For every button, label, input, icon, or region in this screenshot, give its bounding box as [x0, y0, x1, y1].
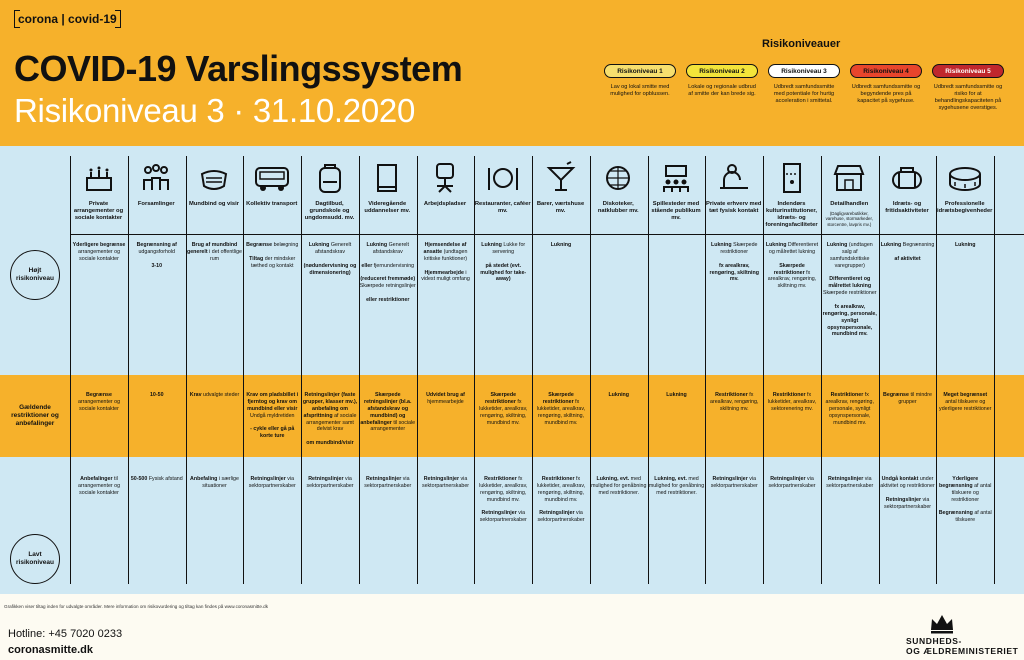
website-link[interactable]: coronasmitte.dk: [8, 644, 93, 656]
cell-text: under aktivitet og restriktioner: [880, 476, 935, 489]
cell-text: Restriktioner: [484, 476, 517, 482]
office-chair-icon: [425, 160, 465, 198]
cell-text: Lukning: [765, 242, 787, 248]
cell-current: [129, 392, 185, 399]
cell-text: Lukning: [366, 242, 388, 248]
cell-text: fx lukketider, arealkrav, rengøring, skiltning, mundbind mv.: [536, 476, 586, 503]
cell-low: [880, 476, 936, 517]
cell-text: Begrænsning: [938, 510, 973, 517]
cell-text: Lukning: [880, 242, 902, 248]
column-separator: [186, 156, 187, 584]
shop-icon: [829, 160, 869, 198]
cell-high: [129, 242, 185, 270]
cell-current: [937, 392, 993, 420]
cell-high: [706, 242, 762, 283]
cell-text: af antal tilskuere og restriktioner: [951, 482, 992, 503]
column-header: [590, 160, 647, 215]
column-label: Diskoteker, natklubber mv.: [597, 201, 639, 214]
cell-high: [822, 242, 878, 338]
cell-text: fx arealkrav, rengøring, skiltning mv.: [709, 262, 759, 283]
column-header: [359, 160, 416, 215]
current-restrictions-label: Gældende restriktioner og anbefalinger: [11, 404, 59, 428]
column-label: Kollektiv transport: [246, 201, 298, 207]
column-header: [763, 160, 820, 229]
cell-text: Differentieret og målrettet lukning: [828, 276, 872, 290]
restriction-matrix: [0, 146, 1024, 594]
cell-current: [418, 392, 474, 413]
cell-text: i videst muligt omfang: [421, 269, 470, 283]
legend-pill: Risikoniveau 3: [768, 64, 840, 78]
cell-current: [244, 392, 300, 440]
column-header: [821, 160, 878, 227]
cell-text: eller: [361, 262, 373, 269]
legend-level-5: [932, 64, 1004, 112]
column-label: Private arrangementer og sociale kontakter: [73, 201, 124, 221]
cell-high: [418, 242, 474, 290]
column-header: [128, 160, 185, 208]
column-separator: [994, 156, 995, 584]
book-icon: [367, 160, 407, 198]
cell-text: Anbefalinger: [80, 476, 113, 482]
column-header: [186, 160, 243, 208]
cell-text: Restriktioner: [541, 476, 575, 482]
cell-text: (nødundervisning og dimensionering): [303, 262, 357, 276]
column-header: [879, 160, 936, 215]
high-risk-label: Højt risikoniveau: [10, 250, 60, 300]
cell-text: af sociale arrangementer samt delvist krav: [306, 412, 357, 433]
cell-text: Retningslinjer: [481, 510, 517, 517]
cell-text: Retningslinjer: [827, 476, 864, 482]
cell-text: (undtagen salg af samfundskritiske varegrupper): [830, 242, 873, 269]
cell-text: Begrænse: [883, 392, 909, 398]
cell-text: til arrangementer og sociale kontakter: [77, 476, 121, 496]
cell-text: fx lukketider, arealkrav, rengøring, skiltning, mundbind mv.: [479, 476, 528, 503]
column-separator: [359, 156, 360, 584]
cell-low: [187, 476, 243, 497]
cell-text: Retningslinjer: [712, 476, 748, 482]
cell-text: Skærpede restriktioner: [822, 290, 877, 297]
cell-text: der mindsker tæthed og kontakt: [251, 255, 296, 269]
column-header: [936, 160, 993, 215]
legend-pill: Risikoniveau 2: [686, 64, 758, 78]
sports-bag-icon: [887, 160, 927, 198]
cell-text: via sektorpartnerskaber: [537, 510, 585, 524]
legend-title: Risikoniveauer: [762, 38, 841, 50]
column-separator: [879, 156, 880, 584]
cell-low: [244, 476, 300, 497]
cell-current: [822, 392, 878, 433]
people-group-icon: [136, 160, 176, 198]
cell-text: Yderligere begrænsning: [939, 476, 979, 489]
cell-text: arrangementer og sociale kontakter: [77, 248, 121, 262]
legend-description: Lokale og regionale udbrud af smitte der kan brede sig.: [688, 84, 756, 97]
cell-low: [764, 476, 820, 497]
legend-pill: Risikoniveau 1: [604, 64, 676, 78]
cell-text: af aktivitet: [894, 255, 921, 262]
stadium-icon: [945, 160, 985, 198]
cell-high: [244, 242, 300, 276]
legend-level-2: [686, 64, 758, 98]
cell-text: Lukning: [666, 392, 687, 398]
cell-low: [533, 476, 589, 531]
cell-text: fx arealkrav, rengøring, skiltning mv.: [710, 392, 759, 412]
cell-current: [360, 392, 416, 440]
cell-text: af antal tilskuere: [955, 510, 992, 524]
cell-text: fx arealkrav, rengøring, personale, synligt opsynspersonale, mundbind mv.: [822, 303, 877, 338]
cell-current: [880, 392, 936, 413]
party-cake-icon: [79, 160, 119, 198]
cell-high: [475, 242, 531, 283]
legend-description: Udbredt samfundssmitte og risiko for at behandlingskapaciteten på sygehusene overstiges.: [933, 84, 1003, 111]
cell-high: [880, 242, 936, 263]
cell-text: Begrænsning: [902, 242, 935, 248]
column-header: [301, 160, 358, 222]
legend-description: Lav og lokal smitte med mulighed for opblussen.: [610, 84, 670, 97]
cell-high: [764, 242, 820, 297]
cell-text: i det offentlige rum: [209, 248, 242, 262]
cell-text: antal tilskuere og yderligere restriktioner: [939, 398, 992, 412]
column-separator: [417, 156, 418, 584]
column-label: Barer, værtshuse mv.: [536, 201, 585, 214]
cell-text: fx lukketider, arealkrav, sektorenering mv.: [767, 392, 817, 412]
crown-icon: [928, 612, 956, 634]
column-header: [243, 160, 300, 208]
cell-low: [591, 476, 647, 504]
cell-text: Differentieret og målrettet lukning: [768, 242, 819, 255]
cell-text: fx lukketider, arealkrav, rengøring, skiltning, mundbind mv.: [479, 398, 528, 426]
cell-text: Begrænse: [246, 242, 273, 248]
cell-text: fx arealkrav, rengøring, personale, synligt opsynspersonale, mundbind mv.: [825, 392, 874, 426]
cell-low: [475, 476, 531, 531]
cell-current: [475, 392, 531, 433]
cell-text: Lukning: [710, 242, 732, 248]
cell-text: via sektorpartnerskaber: [826, 476, 874, 489]
cell-text: via sektorpartnerskaber: [710, 476, 758, 489]
cell-text: Restriktioner: [772, 392, 806, 398]
cell-low: [706, 476, 762, 497]
cell-text: Begrænse: [86, 392, 112, 398]
cell-current: [591, 392, 647, 399]
legend-level-1: [604, 64, 676, 98]
face-mask-icon: [194, 160, 234, 198]
cell-low: [937, 476, 993, 531]
cell-text: Lukning: [481, 242, 502, 248]
cell-high: [187, 242, 243, 270]
column-label: Spillesteder med stående publikum mv.: [651, 201, 701, 221]
cell-text: Generelt afstandskrav: [314, 242, 352, 255]
cell-text: Skærpede restriktioner: [542, 392, 574, 405]
column-label: Detailhandlen: [830, 201, 869, 207]
cell-text: Skærpede restriktioner: [484, 392, 517, 405]
cell-text: Lukning, evt.: [654, 476, 687, 482]
backpack-icon: [310, 160, 350, 198]
page-title: COVID-19 Varslingssystem: [14, 48, 463, 89]
cell-text: 50-500: [130, 476, 148, 482]
column-label: Idræts- og fritidsaktiviteter: [885, 201, 929, 214]
cell-text: Undgå kontakt: [881, 476, 919, 482]
cell-text: til mindre grupper: [898, 392, 932, 405]
cell-text: Skærpede restriktioner: [720, 242, 758, 255]
cell-text: arrangementer og sociale kontakter: [77, 398, 121, 412]
cell-text: Lukning: [954, 242, 976, 248]
column-label: Forsamlinger: [137, 201, 175, 207]
hotline-text: Hotline: +45 7020 0233: [8, 628, 123, 640]
ministry-line-1: SUNDHEDS-: [906, 636, 962, 646]
column-header: [648, 160, 705, 222]
cell-text: Yderligere begrænse: [72, 242, 126, 248]
cell-text: via sektorpartnerskaber: [306, 476, 354, 489]
legend-level-3: [768, 64, 840, 105]
column-separator: [705, 156, 706, 584]
cell-text: i særlige situationer: [202, 476, 239, 489]
cell-text: Meget begrænset: [943, 392, 988, 398]
cell-text: via sektorpartnerskaber: [479, 510, 527, 524]
legend-pill: Risikoniveau 5: [932, 64, 1004, 78]
cell-low: [302, 476, 358, 497]
cell-text: via sektorpartnerskaber: [248, 476, 296, 489]
ministry-logo: [906, 636, 1018, 656]
cell-text: Lukning, evt.: [596, 476, 630, 482]
cell-low: [418, 476, 474, 497]
cell-text: på stedet (evt. mulighed for take-away): [480, 262, 527, 283]
cell-text: via sektorpartnerskaber: [364, 476, 412, 489]
cell-text: til sociale arrangementer: [370, 419, 416, 433]
cell-text: Lukning: [608, 392, 630, 398]
cell-text: Retningslinjer: [365, 476, 402, 482]
cell-text: Lukke for servering: [492, 242, 526, 255]
cell-text: - cykle eller gå på korte ture: [250, 426, 295, 440]
column-label: Mundbind og visir: [189, 201, 239, 207]
person-desk-icon: [714, 160, 754, 198]
cell-text: 3-10: [151, 262, 163, 269]
cell-text: (undtagen kritiske funktioner): [424, 248, 468, 262]
column-label: Private erhverv med tæt fysisk kontakt: [706, 201, 762, 214]
cell-text: via sektorpartnerskaber: [883, 496, 932, 510]
cell-text: belægning: [273, 242, 299, 248]
column-header: [417, 160, 474, 208]
cell-text: Generelt afstandskrav: [372, 242, 409, 255]
footnote: Grafikken viser tiltag inden for udvalgte områder. Mere information om risikovurdering og tiltag kan findes på www.coronasmitte.dk: [4, 604, 269, 609]
column-separator: [128, 156, 129, 584]
cell-text: Restriktioner: [830, 392, 864, 398]
cell-text: Skærpede restriktioner: [773, 262, 805, 276]
header-banner: [0, 0, 1024, 146]
ministry-line-2: OG ÆLDREMINISTERIET: [906, 646, 1019, 657]
cell-text: 10-50: [149, 392, 164, 398]
cell-text: Lukning: [550, 242, 572, 248]
cell-text: Tiltag: [249, 255, 264, 262]
brand-logo: corona | covid-19: [14, 10, 121, 28]
cell-text: Retningslinjer: [423, 476, 460, 482]
column-label: Dagtilbud, grundskole og ungdomsudd. mv.: [304, 201, 355, 221]
legend-pill: Risikoniveau 4: [850, 64, 922, 78]
cell-text: (reduceret fremmøde): [360, 276, 416, 283]
cell-text: Retningslinjer (faste grupper, klasser mv.), anbefaling om afsprittning: [302, 392, 358, 419]
legend-level-4: [850, 64, 922, 105]
disco-ball-icon: [598, 160, 638, 198]
column-separator: [243, 156, 244, 584]
header-divider: [70, 234, 1024, 235]
column-label: Restauranter, caféer mv.: [474, 201, 531, 214]
cell-text: Anbefaling: [190, 476, 218, 482]
cell-low: [129, 476, 185, 490]
cell-text: Fysisk afstand: [148, 476, 183, 482]
shop-note: (Dagligvarebutikker, varehuse, stormarkeder, storcentre, lavpris mv.): [825, 210, 873, 227]
cell-text: udgangsforhold: [138, 248, 176, 255]
cell-high: [360, 242, 416, 304]
cell-current: [706, 392, 762, 420]
column-header: [70, 160, 127, 222]
cell-low: [822, 476, 878, 497]
cell-text: Skærpede retningslinjer (bl.a. afstandskrav og mundbind) og anbefalinger: [360, 392, 412, 426]
cell-text: Hjemmearbejde: [424, 269, 464, 276]
cell-text: fjernundervisning: [373, 262, 415, 269]
cell-text: fx arealkrav, rengøring, skiltning mv.: [767, 269, 817, 290]
legend-description: Udbredt samfundssmitte og begyndende pres på kapacitet på sygehuse.: [851, 84, 921, 104]
cell-current: [302, 392, 358, 447]
cell-current: [71, 392, 127, 420]
cell-high: [533, 242, 589, 249]
cell-text: Krav om pladsbillet i fjerntog og krav om mundbind eller visir: [246, 392, 299, 412]
cell-text: Undgå myldretiden: [250, 412, 295, 419]
cell-text: Retningslinjer: [308, 476, 344, 482]
column-header: [532, 160, 589, 215]
cell-text: fx lukketider, arealkrav, rengøring, skiltning, mundbind mv.: [536, 398, 586, 426]
cocktail-glass-icon: [541, 160, 581, 198]
bus-icon: [252, 160, 292, 198]
cell-text: Krav: [189, 392, 202, 398]
cell-text: Lukning: [308, 242, 330, 248]
cell-text: udvalgte steder: [203, 392, 240, 398]
ticket-icon: [772, 160, 812, 198]
column-label: Arbejdspladser: [423, 201, 467, 207]
low-risk-label: Lavt risikoniveau: [10, 534, 60, 584]
cell-text: Retningslinjer: [539, 510, 575, 517]
cell-current: [764, 392, 820, 420]
cell-current: [649, 392, 705, 399]
cell-text: eller restriktioner: [366, 297, 410, 303]
column-label: Professionelle idrætsbegivenheder: [937, 201, 993, 214]
cell-text: med mulighed for genåbning med restriktioner.: [648, 476, 705, 496]
page-subtitle: Risikoniveau 3 · 31.10.2020: [14, 92, 416, 129]
column-separator: [590, 156, 591, 584]
cell-text: Brug af mundbind generelt: [187, 242, 238, 255]
cell-text: Begrænsning af: [136, 242, 177, 248]
column-label: Videregående uddannelser mv.: [364, 201, 411, 214]
column-label: Indendørs kulturinstitutioner, idræts- og foreningsfaciliteter: [765, 201, 818, 228]
cell-text: hjemmearbejde: [427, 398, 464, 405]
cell-text: Retningslinjer: [250, 476, 286, 482]
cell-low: [649, 476, 705, 504]
cell-low: [71, 476, 127, 504]
column-header: [474, 160, 531, 215]
cell-text: Retningslinjer: [885, 496, 922, 503]
cell-high: [302, 242, 358, 276]
plate-cutlery-icon: [483, 160, 523, 198]
cell-text: om mundbind/visir: [306, 440, 354, 447]
cell-high: [937, 242, 993, 249]
cell-low: [360, 476, 416, 497]
cell-text: Lukning: [826, 242, 848, 248]
cell-text: Skærpede retningslinjer: [359, 283, 416, 290]
cell-text: Hjemsendelse af ansatte: [423, 242, 467, 255]
column-header: [705, 160, 762, 215]
audience-icon: [656, 160, 696, 198]
cell-text: Udvidet brug af: [426, 392, 465, 398]
cell-text: med mulighed for genåbning med restriktioner.: [591, 476, 647, 496]
cell-text: via sektorpartnerskaber: [768, 476, 816, 489]
cell-high: [71, 242, 127, 270]
cell-text: via sektorpartnerskaber: [421, 476, 470, 489]
legend-description: Udbredt samfundssmitte med potentiale for hurtig acceleration i smittetal.: [773, 84, 835, 104]
cell-text: Retningslinjer: [770, 476, 806, 482]
cell-current: [187, 392, 243, 406]
cell-current: [533, 392, 589, 433]
cell-text: Restriktioner: [715, 392, 748, 398]
